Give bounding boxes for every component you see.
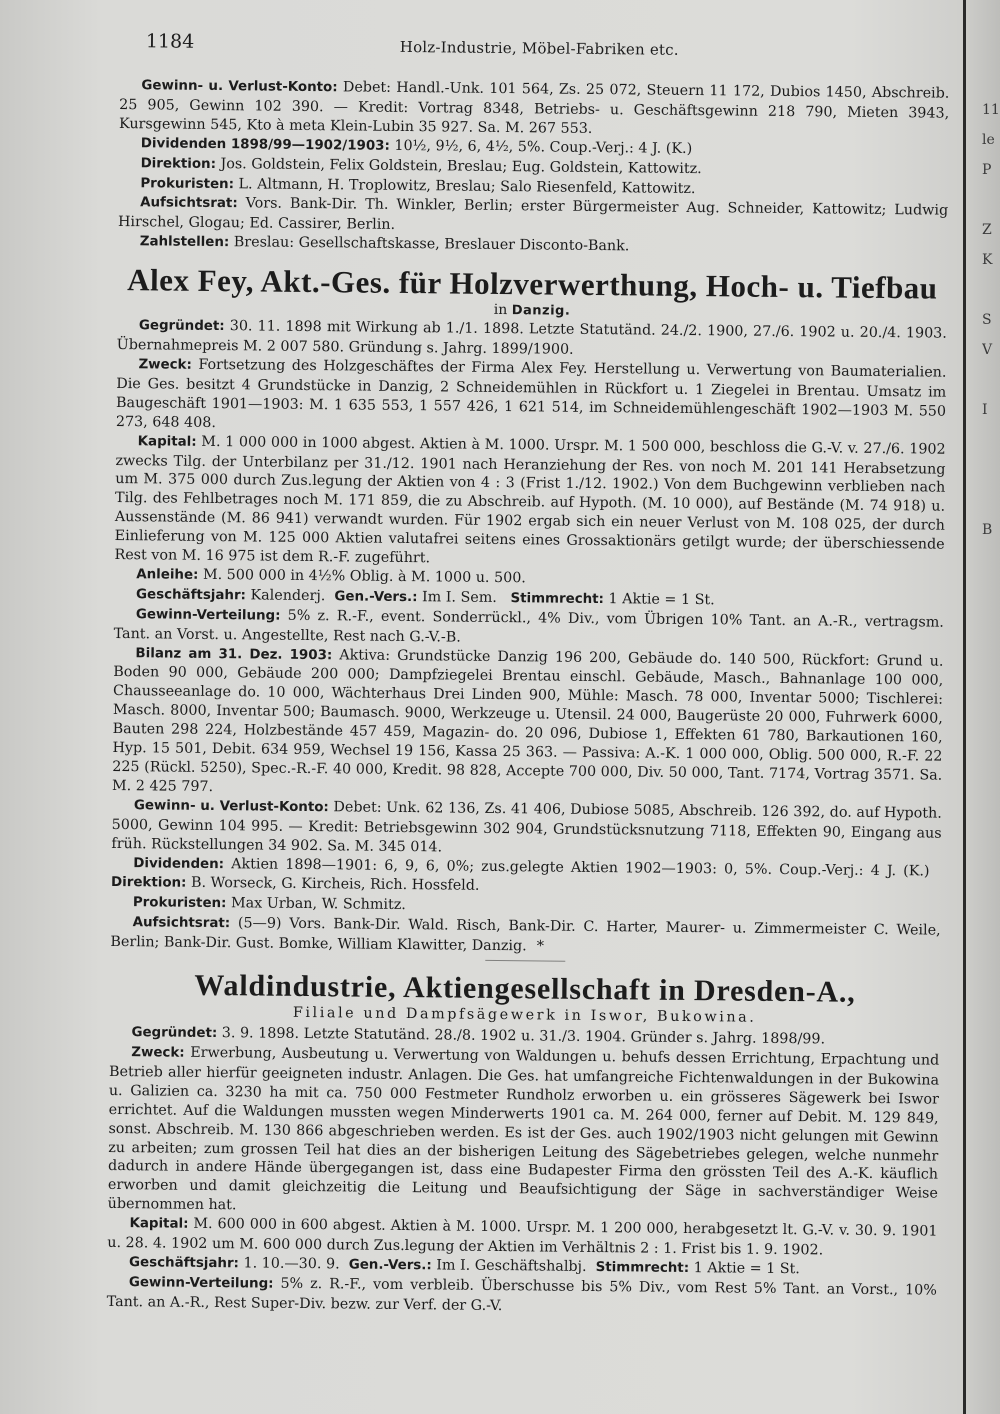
field-text: M. 1 000 000 in 1000 abgest. Aktien à M. 1000. Urspr. M. 1 500 000, beschloss die G.-V. v. 27./6. 1902 zwecks Tilg. der Unterbilanz per 31./12. 1901 nach Heranziehung der Res. von noch M. 201 141 Herabsetzung um M. 375 000 durch Zus.legung der Aktien von 4 : 3 (Frist 1./12. 1902.) Von dem Buchgewinn verblieben nach Tilg. des Fehlbetrages noch M. 171 859, die zu Abschreib. auf Hypoth. (M. 10 000), auf Bestände (M. 74 918) u. Aussenstände (M. 86 941) verwandt wurden. Für 1902 ergab sich ein neuer Verlust von M. 108 025, der durch Einlieferung von M. 125 000 Aktien valutafrei seitens eines Grossaktionärs getilgt wurde; der überschiessende Rest von M. 16 975 ist dem R.-F. zugeführt. (114, 433, 946, 567)
field-label: Prokuristen: (132, 895, 227, 912)
field-text: 1. 10.—30. 9. (243, 1255, 340, 1273)
field-text: 1 Aktie = 1 St. (608, 590, 715, 609)
field-text: Fortsetzung des Holzgeschäftes der Firma Alex Fey. Herstellung u. Verwertung von Baumaterialien. Die Ges. besitzt 4 Grundstücke in Danzig, 2 Schneidemühlen in Rückfort u. 1 Ziegelei in Brentau. Umsatz im Baugeschäft 1901—1903: M. 1 635 553, 1 557 426, 1 621 514, im Schneidemühlengeschäft 1902—1903 M. 550 273, 648 408. (115, 356, 947, 431)
field-label: Gewinn- u. Verlust-Konto: (133, 798, 329, 816)
field-label: Stimmrecht: (510, 590, 605, 607)
field-text: Debet: Unk. 62 136, Zs. 41 406, Dubiose 5085, Abschreib. 126 392, do. auf Hypoth. 5000, Gewinn 104 995. — Kredit: Betriebsgewinn 302 904, Grundstücksnutzung 7118, Effekten 90, Eingang aus früh. Rückstellungen 34 902. Sa. M. 345 014. (111, 799, 942, 856)
field-text: 5% z. R.-F., event. Sonderrückl., 4% Div., vom Übrigen 10% Tant. an A.-R., vertragsm. Tant. an Vorst. u. Angestellte, Rest nach G.-V.-B. (113, 607, 944, 646)
entry-divider (485, 960, 565, 962)
field-text: 1 Aktie = 1 St. (693, 1260, 800, 1278)
field-label: Anleihe: (136, 567, 199, 583)
field-text: Im I. Sem. (421, 589, 497, 606)
field-text: Jos. Goldstein, Felix Goldstein, Breslau; Eug. Goldstein, Kattowitz. (220, 155, 702, 177)
field-text: Max Urban, W. Schmitz. (230, 895, 406, 914)
field-label: Zahlstellen: (139, 234, 230, 251)
page-gutter-edge (963, 0, 966, 1414)
page-header (120, 30, 950, 83)
paragraph-kapital (114, 432, 945, 574)
field-text: Erwerbung, Ausbeutung u. Verwertung von Waldungen u. behufs dessen Errichtung, Erpachtung und Betrieb aller hierfür geeigneten industr. Anlagen. Die Ges. hat umfangreiche Fichtenwaldungen in der Bukowina u. Galizien ca. 3230 ha mit ca. 750 000 Festmeter Rundholz erworben u. ein grösseres Sägewerk bei Iswor errichtet. Auf die Waldungen mussten wegen Minderwerts 1901 ca. M. 264 000, ferner auf Debit. M. 129 849, sonst. Abschreib. M. 130 866 abgeschrieben werden. Es ist der Ges. auch 1902/1903 nicht gelungen mit Gewinn zu arbeiten; zum grossen Teil hat dies an der bisherigen Leitung des Sägebetriebes gelegen, welche nunmehr dadurch in andere Hände übergegangen ist, dass eine Budapester Firma den grössten Teil des A.-K. käuflich erworben und damit gleichzeitig die Leitung und Beaufsichtigung der Säge in sachverständiger Weise übernommen hat. (107, 1044, 940, 1214)
paragraph-gewinn-verteilung (107, 1273, 937, 1321)
field-text: Im I. Geschäftshalbj. (436, 1257, 587, 1275)
field-text: Aktiva: Grundstücke Danzig 196 200, Gebäude do. 140 500, Rückfort: Grund u. Boden 90 000, Gebäude 200 000; Dampfziegelei Brentau einschl. Gebäude, Masch., Bahnanlage 100 000, Chausseeanlage do. 10 000, Wächterhaus Drei Linden 900, Mühle: Masch. 78 000, Inventar 5000; Tischlerei: Masch. 8000, Inventar 500; Baumasch. 9000, Werkzeuge u. Utensil. 24 000, Baugerüste 20 000, Fuhrwerk 6000, Bauten 298 224, Holzbestände 457 459, Magazin- do. 20 096, Dubiose 1, Effekten 61 780, Barkautionen 160, Hyp. 15 501, Debit. 634 959, Wechsel 19 156, Kassa 25 363. — Passiva: A.-K. 1 000 000, Oblig. 500 000, R.-F. 22 225 (Rückl. 5250), Spec.-R.-F. 40 000, Kredit. 98 828, Accepte 700 000, Div. 50 000, Tant. 7174, Vortrag 3571. Sa. M. 2 425 797. (112, 646, 944, 795)
field-label: Prokuristen: (140, 175, 235, 192)
entry-subtitle-waldindustrie: Filiale und Dampfsägewerk in Iswor, Bukowina. (292, 1004, 757, 1026)
field-label: Geschäftsjahr: (136, 587, 247, 604)
field-label: Direktion: (140, 155, 217, 172)
field-text: 5% z. R.-F., vom verbleib. Überschusse bis 5% Div., vom Rest 5% Tant. an Vorst., 10% Tant. an A.-R., Rest Super-Div. bezw. zur Verf. der G.-V. (106, 1275, 937, 1314)
field-text: Vors. Bank-Dir. Th. Winkler, Berlin; erster Bürgermeister Aug. Schneider, Kattowitz; Ludwig Hirschel, Glogau; Ed. Cassirer, Berlin. (117, 195, 949, 234)
field-label: Direktion: (110, 875, 187, 892)
paragraph-zweck (116, 355, 947, 440)
book-page (106, 30, 950, 1409)
field-text: 3. 9. 1898. Letzte Statutänd. 28./8. 1902 u. 31./3. 1904. Gründer s. Jahrg. 1898/99. (221, 1025, 826, 1048)
entry-title-fey: Alex Fey, Akt.-Ges. für Holzverwerthung, Hoch- u. Tiefbau (127, 262, 938, 306)
paragraph-aufsichtsrat (110, 913, 940, 961)
entry-body-fey (110, 316, 947, 961)
field-label: Gen.-Vers.: (348, 1257, 432, 1274)
field-label: Dividenden: (133, 855, 225, 872)
paragraph-guv (111, 796, 942, 862)
field-label: Zweck: (131, 1045, 185, 1061)
field-label: Dividenden 1898/99—1902/1903: (140, 135, 390, 154)
field-label: Gegründet: (138, 318, 225, 335)
field-text: Debet: Handl.-Unk. 101 564, Zs. 25 072, Steuern 11 172, Dubios 1450, Abschreib. 25 905, Gewinn 102 390. — Kredit: Vortrag 8348, Betriebs- u. Geschäftsgewinn 218 790, Mieten 3943, Kursgewinn 545, Kto à meta Klein-Lubin 35 927. Sa. M. 267 553. (118, 79, 950, 137)
entry-continuation (118, 76, 950, 261)
running-head: Holz-Industrie, Möbel-Fabriken etc. (399, 37, 679, 59)
field-text: M. 600 000 in 600 abgest. Aktien à M. 1000. Urspr. M. 1 200 000, herabgesetzt lt. G.-V. v. 30. 9. 1901 u. 28. 4. 1902 um M. 600 000 durch Zus.legung der Aktien im Verhältnis 2 : 1. Frist bis 1. 9. 1902. (107, 1215, 938, 1259)
page-number: 1184 (145, 30, 195, 53)
paragraph-zweck (108, 1043, 940, 1223)
field-label: Zweck: (138, 357, 192, 373)
field-text: Kalenderj. (250, 587, 326, 605)
field-text: (5—9) Vors. Bank-Dir. Wald. Risch, Bank-Dir. C. Harter, Maurer- u. Zimmermeister C. Weile, Berlin; Bank-Dir. Gust. Bomke, William Klawitter, Danzig. (110, 915, 941, 955)
field-text: L. Altmann, H. Troplowitz, Breslau; Salo Riesenfeld, Kattowitz. (238, 175, 696, 197)
field-text: M. 500 000 in 4½% Oblig. à M. 1000 u. 500. (202, 566, 526, 587)
field-label: Gewinn-Verteilung: (135, 606, 281, 624)
field-label: Aufsichtsrat: (140, 195, 238, 212)
field-text: 30. 11. 1898 mit Wirkung ab 1./1. 1898. Letzte Statutänd. 24./2. 1900, 27./6. 1902 u. 20./4. 1903. Übernahmepreis M. 2 007 580. Gründung s. Jahrg. 1899/1900. (116, 318, 947, 358)
field-label: Kapital: (129, 1216, 189, 1232)
field-label: Gewinn- u. Verlust-Konto: (141, 78, 338, 96)
entry-body-waldindustrie (107, 1023, 940, 1320)
field-label: Aufsichtsrat: (132, 915, 231, 932)
field-label: Bilanz am 31. Dez. 1903: (135, 645, 333, 663)
field-text: Aktien 1898—1901: 6, 9, 6, 0%; zus.gelegte Aktien 1902—1903: 0, 5%. Coup.-Verj.: 4 J. (K.) (231, 855, 930, 880)
paragraph-guv (119, 76, 950, 142)
field-label: Gewinn-Verteilung: (128, 1275, 274, 1292)
field-text: 10½, 9½, 6, 4½, 5%. Coup.-Verj.: 4 J. (K.) (394, 137, 693, 157)
field-label: Geschäftsjahr: (129, 1255, 240, 1272)
field-label: Gegründet: (131, 1025, 218, 1042)
field-label: Stimmrecht: (595, 1259, 690, 1276)
field-text: B. Worseck, G. Kircheis, Rich. Hossfeld. (190, 875, 480, 895)
field-label: Gen.-Vers.: (334, 589, 418, 605)
field-label: Kapital: (137, 433, 197, 450)
entry-title-waldindustrie: Waldindustrie, Aktiengesellschaft in Dresden-A., (194, 968, 856, 1009)
neighbor-page-margin: 11 le P Z K S V I B (982, 102, 1000, 538)
end-mark: * (536, 938, 544, 955)
entry-subtitle-fey: in Danzig. (493, 302, 571, 319)
paragraph-bilanz (112, 644, 944, 805)
field-text: Breslau: Gesellschaftskasse, Breslauer Disconto-Bank. (233, 234, 630, 255)
